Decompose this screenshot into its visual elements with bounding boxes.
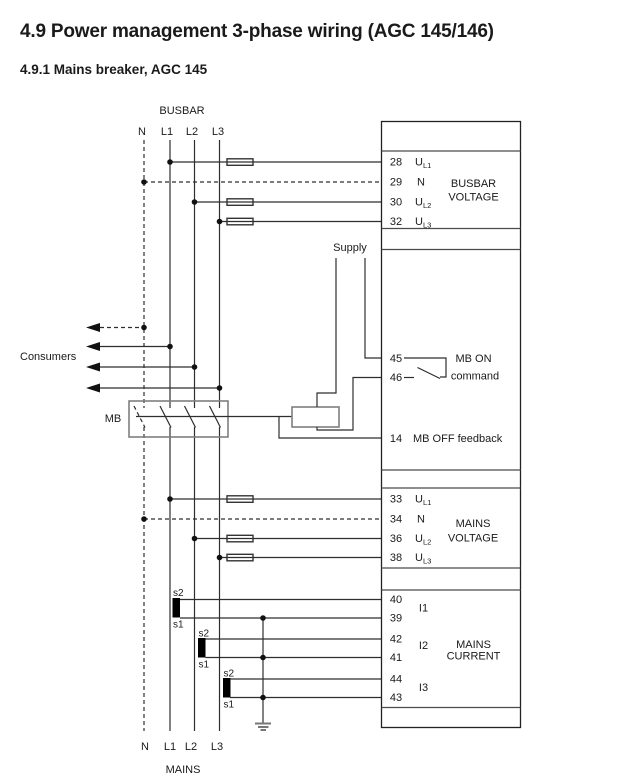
mb-off-feedback-label: MB OFF feedback bbox=[413, 433, 503, 445]
mains-phase-l3: L3 bbox=[210, 741, 224, 753]
section-heading: 4.9 Power management 3-phase wiring (AGC 145/146) bbox=[20, 21, 494, 42]
left-arrow-icon bbox=[86, 384, 100, 393]
ct2-s2-label: s2 bbox=[198, 628, 210, 640]
terminal-number: 40 bbox=[389, 594, 403, 606]
mb-control-wiring bbox=[279, 258, 382, 438]
terminal-signal: $U_{L3}$ bbox=[415, 552, 432, 566]
mains-voltage-wires bbox=[141, 496, 381, 561]
left-arrow-icon bbox=[86, 342, 100, 351]
terminal-signal: $U_{L2}$ bbox=[415, 196, 432, 210]
terminal-number: 42 bbox=[389, 633, 403, 646]
busbar-voltage-section bbox=[390, 157, 499, 230]
ct-winding bbox=[173, 598, 181, 618]
ct1-s2-label: s2 bbox=[173, 588, 184, 599]
ct-winding bbox=[198, 638, 206, 658]
terminal-number: 36 bbox=[389, 533, 403, 545]
terminal-signal: $U_{L2}$ bbox=[415, 533, 432, 547]
coil-box bbox=[292, 407, 339, 427]
current-signal: I1 bbox=[418, 602, 429, 615]
terminal-signal: $U_{L3}$ bbox=[415, 216, 432, 230]
mains-phase-l2: L2 bbox=[184, 741, 198, 753]
ct3-s1-label: s1 bbox=[223, 699, 235, 711]
terminal-signal: N bbox=[417, 513, 425, 526]
busbar-phase-l2: L2 bbox=[185, 126, 199, 138]
mains-label: MAINS bbox=[165, 764, 201, 776]
section-title: BUSBAR bbox=[450, 178, 497, 190]
terminal-number: 39 bbox=[389, 612, 403, 625]
consumer-feeder-arrows bbox=[86, 323, 222, 393]
terminal-number: 29 bbox=[389, 176, 403, 189]
left-arrow-icon bbox=[86, 323, 100, 332]
terminal-number: 32 bbox=[389, 216, 403, 228]
terminal-number: 14 bbox=[389, 433, 403, 445]
mb-on-label: command bbox=[450, 370, 500, 383]
agc-terminal-block bbox=[382, 122, 521, 728]
terminal-number: 43 bbox=[389, 692, 403, 704]
busbar-phase-l1: L1 bbox=[160, 126, 174, 138]
busbar-phase-lines bbox=[144, 140, 220, 731]
mb-on-label: MB ON bbox=[455, 353, 492, 365]
mains-phase-n: N bbox=[141, 741, 149, 753]
mains-breaker-symbol bbox=[129, 401, 292, 437]
terminal-signal: $U_{L1}$ bbox=[415, 493, 432, 507]
terminal-number: 38 bbox=[389, 552, 403, 564]
terminal-number: 46 bbox=[389, 372, 403, 384]
subsection-heading: 4.9.1 Mains breaker, AGC 145 bbox=[20, 62, 208, 77]
terminal-number: 45 bbox=[389, 353, 403, 365]
mains-current-section bbox=[390, 594, 501, 704]
earth-ground-icon bbox=[255, 724, 271, 731]
supply-label: Supply bbox=[333, 242, 367, 254]
ct3-s2-label: s2 bbox=[223, 668, 235, 680]
supply-wire-right bbox=[365, 258, 382, 358]
ct-winding bbox=[223, 678, 231, 698]
terminal-number: 30 bbox=[389, 196, 403, 209]
terminal-number: 41 bbox=[389, 652, 403, 664]
terminal-signal: $U_{L1}$ bbox=[415, 156, 432, 170]
busbar-voltage-wires bbox=[141, 159, 381, 225]
section-title: MAINS bbox=[455, 518, 491, 530]
mb-on-contact-icon bbox=[404, 358, 446, 379]
busbar-label: BUSBAR bbox=[159, 105, 205, 117]
terminal-number: 28 bbox=[389, 156, 403, 169]
consumers-label: Consumers bbox=[20, 351, 77, 363]
ct2-s1-label: s1 bbox=[198, 659, 210, 671]
terminal-signal: N bbox=[417, 176, 425, 189]
left-arrow-icon bbox=[86, 363, 100, 372]
terminal-number: 33 bbox=[389, 493, 403, 506]
busbar-phase-n: N bbox=[138, 126, 146, 138]
supply-wire-left bbox=[317, 258, 336, 407]
section-title: MAINS bbox=[456, 639, 491, 651]
section-title: VOLTAGE bbox=[447, 532, 499, 545]
section-title: VOLTAGE bbox=[448, 191, 499, 204]
busbar-phase-l3: L3 bbox=[211, 126, 225, 138]
mains-phase-l1: L1 bbox=[163, 741, 177, 753]
ct1-s1-label: s1 bbox=[173, 619, 184, 631]
terminal-number: 34 bbox=[389, 513, 403, 526]
terminal-number: 44 bbox=[389, 673, 403, 686]
current-signal: I2 bbox=[418, 640, 429, 652]
current-signal: I3 bbox=[418, 682, 429, 694]
mb-label: MB bbox=[104, 413, 122, 425]
mains-voltage-section bbox=[390, 494, 498, 566]
section-title: CURRENT bbox=[446, 650, 501, 663]
coil-return-wire bbox=[317, 378, 382, 431]
